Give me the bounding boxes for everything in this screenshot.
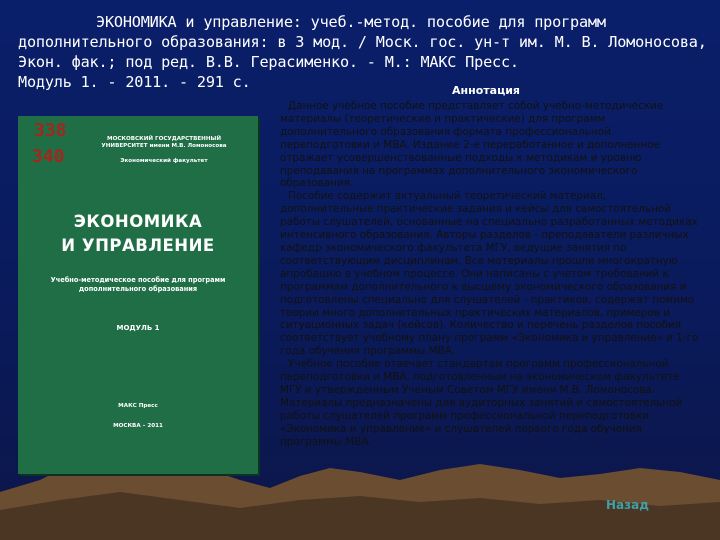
handwritten-number: 338 <box>34 120 67 141</box>
citation-line: Модуль 1. - 2011. - 291 с. <box>18 73 251 91</box>
cover-university: МОСКОВСКИЙ ГОСУДАРСТВЕННЫЙ УНИВЕРСИТЕТ имени М.В. Ломоносова <box>101 136 227 149</box>
cover-publisher: МАКС Пресс <box>118 403 158 409</box>
cover-title <box>18 210 258 258</box>
book-cover-image <box>18 116 258 474</box>
back-link[interactable]: Назад <box>606 498 649 512</box>
cover-module: МОДУЛЬ 1 <box>116 324 160 332</box>
annotation-paragraph: Данное учебное пособие представляет собой учебно-методические материалы (теоретические и практические) для программ дополнительного образования формата профессиональной переподготовки и MBA. Издание 2-е переработанное и дополненное отражает усовершенствованные подходы к методикам и уровню преподавания на программах дополнительного экономического образования. <box>280 100 664 190</box>
cover-place-year: МОСКВА – 2011 <box>113 423 163 429</box>
cover-title-line: И УПРАВЛЕНИЕ <box>61 236 215 255</box>
citation-line: ЭКОНОМИКА и управление: учеб.-метод. пособие для программ <box>96 13 606 31</box>
citation-line: Экон. фак.; под ред. В.В. Герасименко. - М.: МАКС Пресс. <box>18 53 519 71</box>
annotation-text <box>280 100 700 448</box>
annotation-paragraph: Учебное пособие отвечает стандартам программ профессиональной переподготовки и MBA, подготовленным на экономическом факультете МГУ и утвержденным Ученым Советом МГУ имени М.В. Ломоносова. Материалы предназначены для аудиторных занятий и самостоятельной работы слушателей программ профессиональной переподготовки «Экономика и управление» и слушателей первого года обучения программы MBA. <box>280 358 683 448</box>
annotation-paragraph: Пособие содержит актуальный теоретический материал, дополнительные практические задания и кейсы для самостоятельной работы слушателей, основанные на специально разработанных методиках интенсивного образования. Авторы разделов - преподаватели различных кафедр экономического факультета МГУ, ведущие занятия по соответствующим дисциплинам. Все материалы прошли многократную апробацию в учебном процессе. Они написаны с учетом требований к программам дополнительного к высшему экономического образования и подготовлены специально для слушателей - практиков, содержат помимо теории много дополнительных практических материалов, примеров и ситуационных задач (кейсов). Количество и перечень разделов пособия соответствует учебному плану программ «Экономика и управление» и 1-го года обучения программы MBA. <box>280 190 699 358</box>
cover-title-line: ЭКОНОМИКА <box>73 212 203 231</box>
annotation-heading: Аннотация <box>452 84 520 97</box>
bibliographic-citation <box>18 12 708 92</box>
handwritten-number: 340 <box>32 146 65 167</box>
cover-subtitle: Учебно-методическое пособие для программ дополнительного образования <box>50 276 226 293</box>
citation-line: дополнительного образования: в 3 мод. / Моск. гос. ун-т им. М. В. Ломоносова, <box>18 33 707 51</box>
cover-faculty: Экономический факультет <box>120 158 208 164</box>
